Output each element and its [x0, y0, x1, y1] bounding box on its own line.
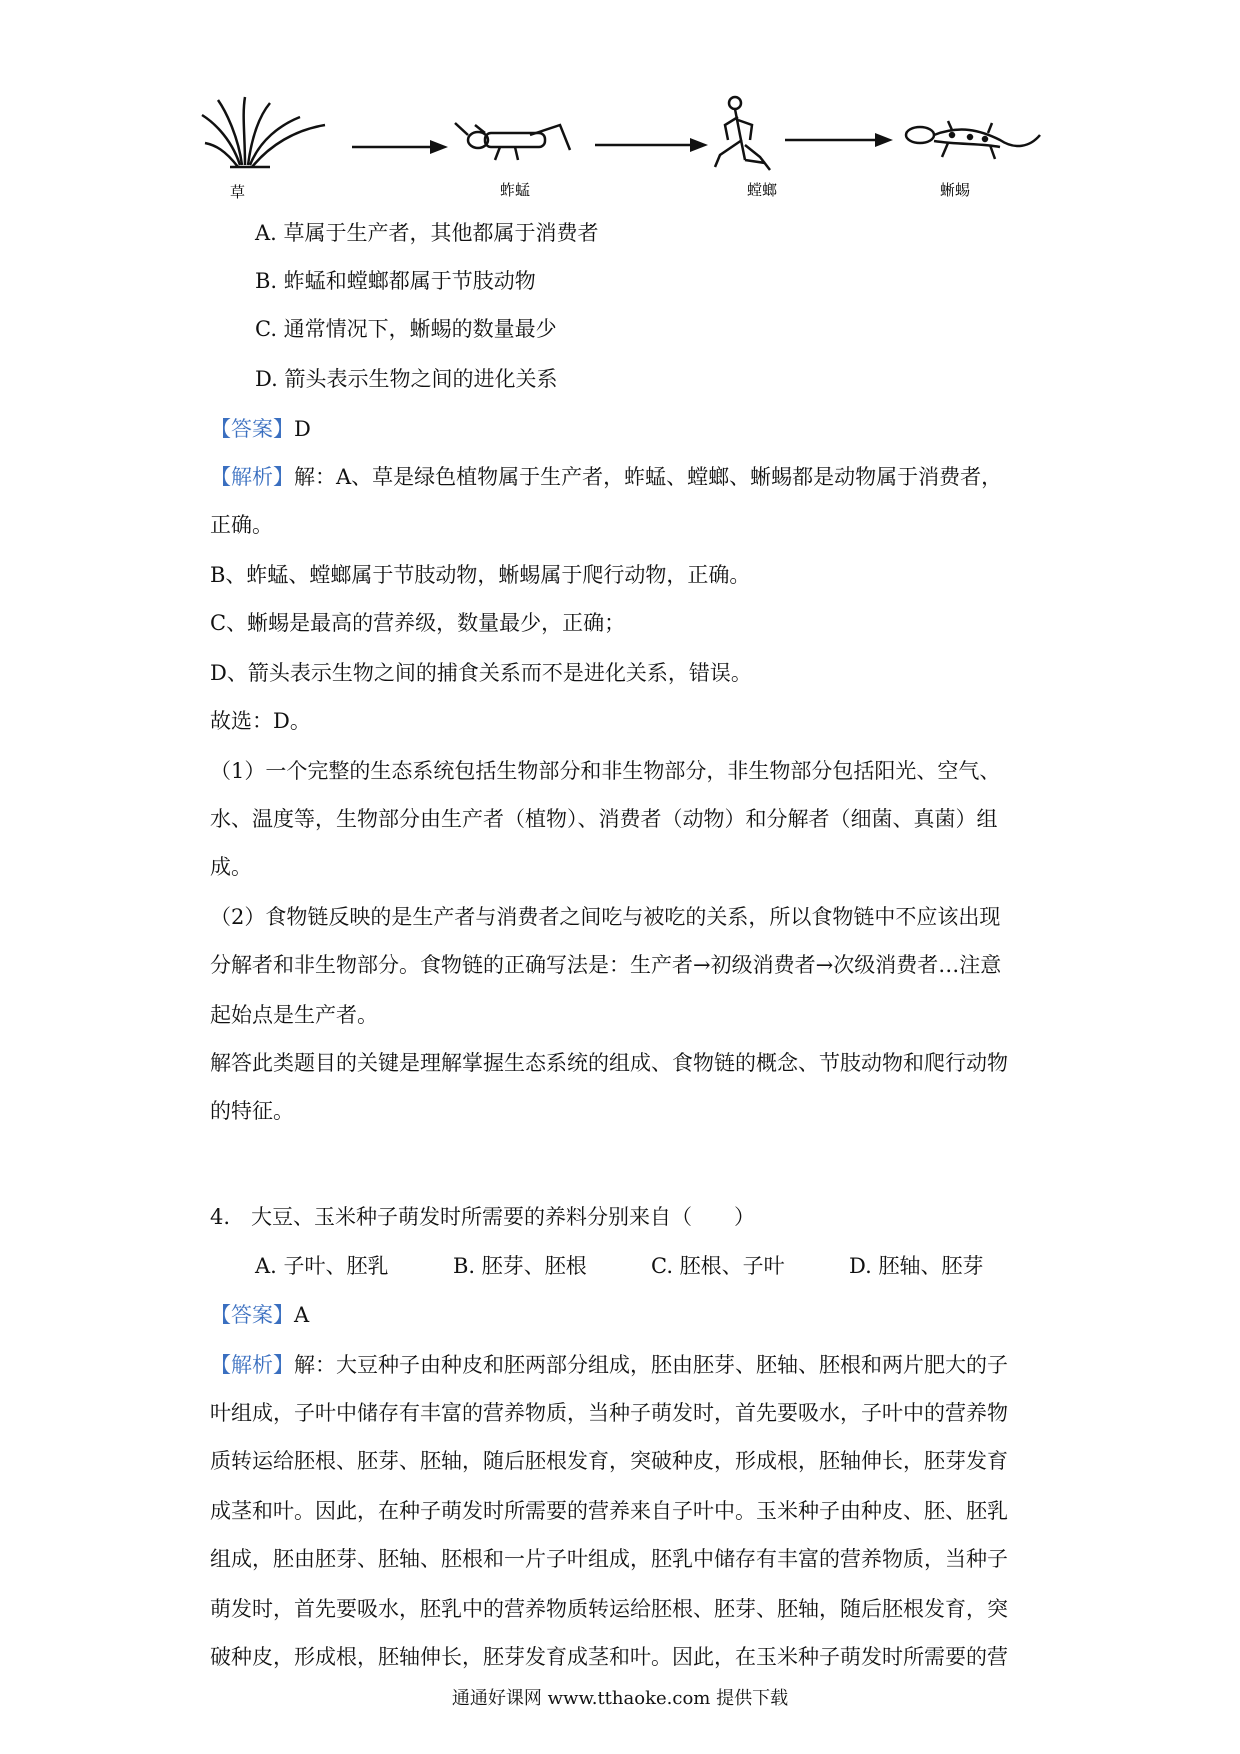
q4-analysis-line-5: 组成，胚由胚芽、胚轴、胚根和一片子叶组成，胚乳中储存有丰富的营养物质，当种子 — [210, 1547, 1008, 1571]
q3-option-a: A. 草属于生产者，其他都属于消费者 — [255, 221, 599, 245]
q3-option-d: D. 箭头表示生物之间的进化关系 — [255, 367, 558, 391]
q3-analysis-text: 解：A、草是绿色植物属于生产者，蚱蜢、螳螂、蜥蜴都是动物属于消费者， — [294, 465, 1003, 489]
grasshopper-illustration — [455, 123, 570, 160]
q3-analysis-line-3: B、蚱蜢、螳螂属于节肢动物，蜥蜴属于爬行动物，正确。 — [210, 563, 751, 587]
q3-analysis-line-14: 的特征。 — [210, 1099, 294, 1123]
q4-question: 4. 大豆、玉米种子萌发时所需要的养料分别来自（ ） — [210, 1205, 756, 1229]
q3-answer: D — [294, 417, 311, 441]
q4-answer: A — [294, 1303, 310, 1327]
q3-analysis-line-13: 解答此类题目的关键是理解掌握生态系统的组成、食物链的概念、节肢动物和爬行动物 — [210, 1051, 1008, 1075]
q3-option-b: B. 蚱蜢和螳螂都属于节肢动物 — [255, 269, 536, 293]
arrow-2 — [595, 138, 708, 152]
q4-analysis-text: 解：大豆种子由种皮和胚两部分组成，胚由胚芽、胚轴、胚根和两片肥大的子 — [294, 1353, 1008, 1377]
q4-analysis-line-3: 质转运给胚根、胚芽、胚轴，随后胚根发育，突破种皮，形成根，胚轴伸长，胚芽发育 — [210, 1449, 1008, 1473]
q4-analysis-line-1 — [210, 1350, 1008, 1380]
label-lizard: 蜥蜴 — [940, 181, 971, 199]
food-chain-drawing — [200, 95, 1050, 205]
q3-analysis-line-7: （1）一个完整的生态系统包括生物部分和非生物部分，非生物部分包括阳光、空气、 — [210, 759, 1001, 783]
q3-analysis-line-9: 成。 — [210, 855, 252, 879]
q4-analysis-line-6: 萌发时，首先要吸水，胚乳中的营养物质转运给胚根、胚芽、胚轴，随后胚根发育，突 — [210, 1597, 1008, 1621]
q3-analysis-line-6: 故选：D。 — [210, 709, 311, 733]
label-grasshopper: 蚱蜢 — [500, 181, 531, 199]
q4-analysis-line-4: 成茎和叶。因此，在种子萌发时所需要的营养来自子叶中。玉米种子由种皮、胚、胚乳 — [210, 1499, 1008, 1523]
q3-analysis-line-5: D、箭头表示生物之间的捕食关系而不是进化关系，错误。 — [210, 661, 752, 685]
q4-option-c: C. 胚根、子叶 — [651, 1254, 785, 1278]
q3-option-c: C. 通常情况下，蜥蜴的数量最少 — [255, 317, 557, 341]
analysis-tag: 【解析】 — [210, 1353, 294, 1377]
q3-analysis-line-12: 起始点是生产者。 — [210, 1003, 378, 1027]
label-mantis: 螳螂 — [747, 181, 778, 199]
q3-analysis-line-2: 正确。 — [210, 513, 273, 537]
q3-analysis-line-1 — [210, 462, 1002, 492]
q3-answer-line — [210, 414, 311, 444]
answer-tag: 【答案】 — [210, 417, 294, 441]
answer-tag: 【答案】 — [210, 1303, 294, 1327]
page-footer[interactable]: 通通好课网 www.tthaoke.com 提供下载 — [451, 1688, 789, 1709]
q4-option-a: A. 子叶、胚乳 — [255, 1254, 389, 1278]
mantis-illustration — [715, 97, 770, 170]
q4-analysis-line-2: 叶组成，子叶中储存有丰富的营养物质，当种子萌发时，首先要吸水，子叶中的营养物 — [210, 1401, 1008, 1425]
grass-illustration — [202, 97, 325, 167]
q4-option-b: B. 胚芽、胚根 — [453, 1254, 587, 1278]
q4-options — [255, 1251, 983, 1281]
arrow-3 — [785, 133, 893, 147]
lizard-illustration — [906, 121, 1040, 159]
food-chain-figure — [200, 95, 1050, 205]
q3-analysis-line-4: C、蜥蜴是最高的营养级，数量最少，正确； — [210, 611, 626, 635]
q4-answer-line — [210, 1300, 309, 1330]
label-grass: 草 — [230, 183, 246, 201]
q4-option-d: D. 胚轴、胚芽 — [849, 1254, 984, 1278]
q3-analysis-line-8: 水、温度等，生物部分由生产者（植物）、消费者（动物）和分解者（细菌、真菌）组 — [210, 807, 998, 831]
arrow-1 — [352, 140, 448, 154]
q3-analysis-line-11: 分解者和非生物部分。食物链的正确写法是：生产者→初级消费者→次级消费者…注意 — [210, 953, 1002, 977]
q3-analysis-line-10: （2）食物链反映的是生产者与消费者之间吃与被吃的关系，所以食物链中不应该出现 — [210, 905, 1001, 929]
q4-analysis-line-7: 破种皮，形成根，胚轴伸长，胚芽发育成茎和叶。因此，在玉米种子萌发时所需要的营 — [210, 1645, 1008, 1669]
analysis-tag: 【解析】 — [210, 465, 294, 489]
